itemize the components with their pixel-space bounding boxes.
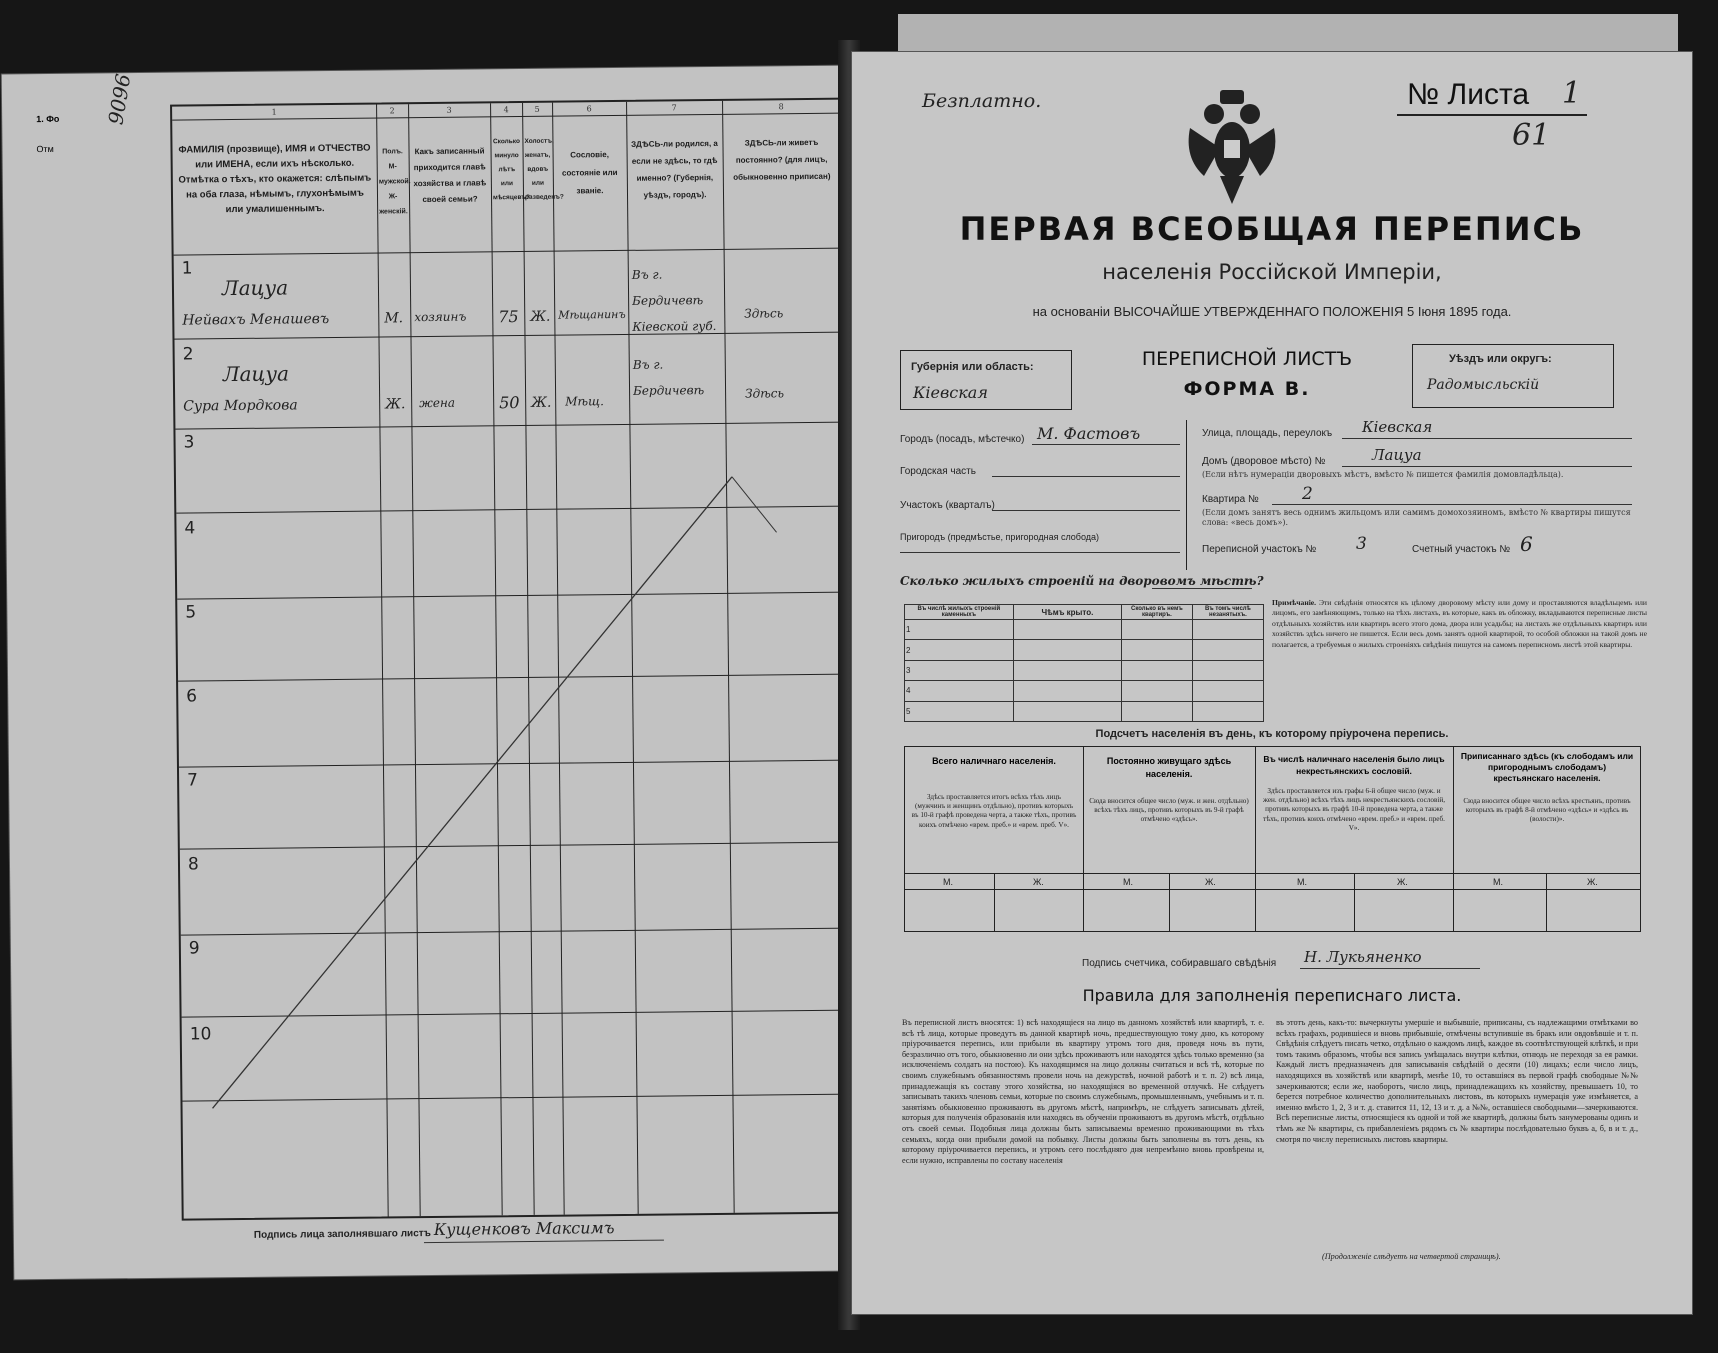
sheet-number-line — [1397, 114, 1587, 116]
field-label: Участокъ (кварталъ) — [900, 500, 995, 511]
census-title: ПЕРВАЯ ВСЕОБЩАЯ ПЕРЕПИСЬ — [959, 210, 1585, 248]
margin-number: 9096 — [103, 72, 136, 127]
apt-value: 2 — [1302, 484, 1313, 504]
free-label: Безплатно. — [922, 90, 1042, 112]
tally-text: Здѣсь проставляется итогъ всѣхъ тѣхъ лицъ (мужчинъ и женщинъ отдѣльно), противъ которыхъ въ 10-й графѣ проведена черта, а также тѣхъ, противъ коихъ отмѣчено «врем. преб.» и «врем. преб. V». — [911, 793, 1077, 829]
tally-head: Всего наличнаго населенія. — [932, 756, 1056, 766]
entry-age: 50 — [499, 393, 520, 413]
tally-table — [904, 746, 1641, 932]
tally-divider — [1354, 873, 1355, 931]
tally-female: Ж. — [1587, 877, 1598, 887]
rules-continued: (Продолженіе слѣдуетъ на четвертой страницѣ). — [1322, 1252, 1501, 1261]
buildings-header: Сколько въ немъ квартиръ. — [1122, 605, 1193, 620]
tally-divider — [1083, 747, 1084, 931]
house-label: Домъ (дворовое мѣсто) № — [1202, 456, 1326, 467]
tally-head: Въ числѣ наличнаго населенія было лицъ некрестьянскихъ сословій. — [1263, 754, 1445, 776]
buildings-table — [904, 604, 1264, 722]
row-number: 9 — [188, 938, 200, 959]
header-relation: Какъ записанный приходится главѣ хозяйства и главѣ своей семьи? — [413, 146, 487, 205]
buildings-row-number: 5 — [905, 701, 1014, 721]
row-number: 5 — [185, 602, 197, 623]
header-estate: Сословіе, состояніе или званіе. — [561, 150, 618, 196]
address-divider — [1186, 420, 1187, 570]
field-line — [1152, 588, 1252, 589]
column-number: 7 — [671, 103, 677, 113]
tally-male: М. — [1123, 877, 1133, 887]
column-number: 1 — [271, 107, 277, 117]
note-text: Эти свѣдѣнія относятся къ цѣлому дворовому мѣсту или дому и проставляются владѣльцемъ или лицомъ, его замѣняющимъ, только на тѣхъ листахъ, въ которые, какъ въ обложку, вкладываются переписные листы отдѣльныхъ хозяйствъ или квартиръ всего этого дома, двора или усадьбы; на листахъ же отдѣльныхъ квартиръ или хозяйствъ здѣсь ничего не пишется. Если весь домъ занятъ одной квартирой, то особой обложки на такой домъ не полагается, а требуемыя о жилыхъ строеніяхъ свѣдѣнія пишутся на самомъ переписномъ листѣ этой квартиры. — [1272, 598, 1647, 649]
column-number: 5 — [534, 104, 540, 114]
entry-surname: Лацуа — [221, 275, 289, 301]
rules-left-text: Въ переписной листъ вносятся: 1) всѣ находящіеся на лицо въ данномъ хозяйствѣ или квартирѣ, т. е. всѣ тѣ лица, которые проведутъ въ данной квартирѣ ночь, предшествующую тому дню, къ которому пріурочивается перепись, или прибыли въ квартиру утромъ того дня, проведя ночь въ пути, безразлично отъ того, обыкновенно ли они здѣсь проживаютъ или находятся здѣсь только временно (за исключеніемъ солдатъ на постою). Къ находящимся на лицо должны считаться и всѣ тѣ, которые по своимъ служебнымъ обязанностямъ провели ночь на дежурствѣ, ночной работѣ и т. п. 2) всѣ лица, принадлежащія къ составу этого хозяйства, но находящіяся во временной отлучкѣ. Не слѣдуетъ записывать такихъ членовъ семьи, которые по своимъ служебнымъ, промышленнымъ, учебнымъ и т. п. занятіямъ обыкновенно проживаютъ въ другомъ мѣстѣ, напримѣръ, не слѣдуетъ записывать дѣтей, которыя для полученія образованія или находясь въ обученіи проживаютъ въ другомъ мѣстѣ, отдѣльно отъ своей семьи. Подобныя лица должны быть записываемы временно проживающими въ тѣхъ семьяхъ, когда они прибыли домой на побывку. Листы должны быть заполнены въ тотъ день, къ которому пріурочивается перепись, и утромъ сего послѣдняго дня непремѣнно вновь провѣрены и, если нужно, исправлены по составу населенія — [902, 1018, 1264, 1165]
entry-birthplace: Въ г. Бердичевѣ — [632, 357, 705, 398]
tally-divider — [1453, 747, 1454, 931]
row-number: 8 — [187, 854, 199, 875]
field-line — [900, 552, 1180, 553]
column-number: 8 — [778, 102, 784, 112]
district-box — [1412, 344, 1614, 408]
field-line — [992, 510, 1180, 511]
census-table — [170, 98, 854, 1221]
back-sheet — [898, 14, 1678, 54]
signature-label: Подпись лица заполнявшаго листъ — [253, 1228, 431, 1241]
left-strip-label: 1. Фо — [36, 113, 60, 125]
column-number: 4 — [503, 105, 509, 115]
row-number: 7 — [187, 770, 199, 791]
tally-male: М. — [943, 877, 953, 887]
column-number: 3 — [446, 105, 452, 115]
census-section-value: 3 — [1356, 534, 1367, 554]
entry-relation: хозяинъ — [414, 309, 467, 325]
entry-marital: Ж. — [530, 308, 551, 325]
field-label: Пригородъ (предмѣстье, пригородная слобода) — [900, 532, 1100, 542]
entry-estate: Мѣщ. — [565, 394, 604, 409]
form-name: ФОРМА В. — [1183, 378, 1311, 400]
tally-head: Постоянно живущаго здѣсь населенія. — [1106, 756, 1232, 779]
count-section-label: Счетный участокъ № — [1412, 544, 1511, 555]
tally-divider — [994, 873, 995, 931]
counter-signature-label: Подпись счетчика, собиравшаго свѣдѣнія — [1082, 958, 1277, 969]
row-number: 2 — [182, 344, 194, 365]
tally-divider — [905, 889, 1640, 890]
header-residence: ЗДѢСЬ-ли живетъ постоянно? (для лицъ, обыкновенно приписан) — [733, 137, 831, 182]
rules-title: Правила для заполненія переписнаго листа. — [1082, 986, 1462, 1005]
rules-right-text: въ этотъ день, какъ-то: вычеркнуты умершіе и выбывшіе, приписаны, съ надлежащими отмѣтками во всѣхъ графахъ, родившіеся и вновь прибывшіе, отмѣчены вступившіе въ бракъ или овдовѣвшіе и т. п. Свѣдѣнія слѣдуетъ писать четко, отдѣльно о каждомъ лицѣ, каждое въ соотвѣтствующей клѣткѣ, и при томъ такимъ образомъ, чтобы вся запись умѣщалась внутри клѣтки, отнюдь не переходя за ея рамки. Каждый листъ предназначенъ для записыванія свѣдѣній о десяти (10) лицахъ; если число лицъ, находящихся въ хозяйствѣ или квартирѣ, менѣе 10, то оставшіяся въ первой графѣ свободные №№ зачеркиваются; если же, наоборотъ, число лицъ, принадлежащихъ къ хозяйству, превышаетъ 10, то берется потребное количество дополнительныхъ листовъ, въ которыхъ нумерація уже измѣняется, а именно вмѣсто 1, 2, 3 и т. д. ставится 11, 12, 13 и т. д. а №№, оставшіеся свободными—зачеркиваются. Всѣ переписные листы, относящіеся къ одной и той же квартирѣ, должны быть занумерованы одинъ и тѣмъ же № квартиры, съ прибавленіемъ рядомъ съ № квартиры послѣдовательно буквъ а, б, в и т. д., смотря по числу переписныхъ листовъ квартиры. — [1276, 1018, 1638, 1144]
entry-sex: Ж. — [385, 396, 406, 413]
row-number: 10 — [189, 1024, 212, 1045]
province-label: Губернія или область: — [911, 361, 1034, 373]
sheet-number-alt: 61 — [1512, 118, 1551, 153]
entry-name: Сура Мордкова — [183, 397, 298, 415]
entry-sex: М. — [384, 310, 404, 327]
sheet-number-label: № Листа — [1407, 78, 1530, 111]
note-title: Примѣчаніе. — [1272, 598, 1317, 607]
town-value: М. Фастовъ — [1037, 424, 1141, 443]
tally-text: Сюда вносится общее число всѣхъ крестьянъ, противъ которыхъ въ графѣ 8-й отмѣчено «здѣсь» и «здѣсь въ (волости)». — [1463, 797, 1631, 824]
buildings-header: Чѣмъ крыто. — [1013, 605, 1121, 620]
entry-residence: Здѣсь — [744, 306, 784, 321]
field-line — [992, 476, 1180, 477]
entry-surname: Лацуа — [222, 361, 290, 387]
imperial-eagle-icon — [1182, 88, 1282, 208]
void-strike-line — [175, 422, 851, 1219]
field-line — [1272, 504, 1632, 505]
province-value: Кіевская — [913, 383, 988, 402]
column-number: 2 — [389, 106, 395, 116]
header-marital: Холостъ, женатъ, вдовъ или разведенъ? — [524, 137, 564, 201]
house-note: (Если нѣтъ нумераціи дворовыхъ мѣстъ, вмѣсто № пишется фамилія домовладѣльца). — [1202, 470, 1564, 479]
entry-residence: Здѣсь — [745, 386, 785, 401]
tally-female: Ж. — [1397, 877, 1408, 887]
header-sex: Полъ. М-мужской. Ж-женскій. — [378, 148, 411, 216]
header-name: ФАМИЛІЯ (прозвище), ИМЯ и ОТЧЕСТВО или ИМЕНА, если ихъ нѣсколько. Отмѣтка о тѣхъ, кто окажется: слѣпымъ на оба глаза, нѣмымъ, глухонѣмымъ или умалишеннымъ. — [178, 142, 372, 216]
buildings-row-number: 3 — [905, 660, 1014, 680]
row-number: 6 — [186, 686, 198, 707]
tally-divider — [905, 873, 1640, 874]
header-birthplace: ЗДѢСЬ-ли родился, а если не здѣсь, то гдѣ именно? (Губернія, уѣздъ, городъ). — [631, 138, 718, 200]
header-age: Сколько минуло лѣтъ или мѣсяцевъ? — [492, 138, 531, 202]
tally-female: Ж. — [1033, 877, 1044, 887]
counter-signature-value: Н. Лукьяненко — [1304, 948, 1422, 966]
apt-note: (Если домъ занятъ весь однимъ жильцомъ или самимъ домохозяиномъ, вмѣсто № квартиры пишутся слова: «весь домъ»). — [1202, 508, 1631, 527]
row-number: 1 — [181, 258, 193, 279]
street-label: Улица, площадь, переулокъ — [1202, 428, 1333, 439]
census-subtitle: населенія Россійской Имперіи, — [1102, 260, 1442, 284]
row-divider — [174, 332, 842, 340]
buildings-row-number: 1 — [905, 620, 1014, 640]
left-strip-label: Отм — [36, 143, 54, 155]
row-number: 3 — [183, 432, 195, 453]
signature-line — [424, 1240, 664, 1244]
field-label: Городская часть — [900, 466, 976, 477]
field-line — [1342, 438, 1632, 439]
buildings-row-number: 2 — [905, 640, 1014, 660]
entry-birthplace: Въ г. Бердичевѣ Кіевской губ. — [631, 267, 717, 334]
tally-female: Ж. — [1205, 877, 1216, 887]
header-divider — [174, 248, 842, 256]
signature-value: Кущенковъ Максимъ — [433, 1218, 615, 1239]
entry-estate: Мѣщанинъ — [558, 307, 626, 322]
house-value: Лацуа — [1372, 446, 1422, 464]
field-line — [1300, 968, 1480, 969]
entry-marital: Ж. — [531, 394, 552, 411]
district-value: Радомысльскій — [1427, 377, 1540, 393]
column-number: 6 — [586, 104, 592, 114]
street-value: Кіевская — [1362, 418, 1433, 436]
left-strip-text — [63, 163, 173, 1164]
sheet-number-value: 1 — [1562, 76, 1582, 111]
tally-male: М. — [1493, 877, 1503, 887]
buildings-header: Въ числѣ жилыхъ строеній каменныхъ — [905, 605, 1014, 620]
tally-divider — [1255, 747, 1256, 931]
field-line — [1032, 444, 1180, 445]
field-line — [1342, 466, 1632, 467]
note-block — [1272, 598, 1647, 650]
tally-text: Здѣсь проставляется изъ графы 6-й общее число (муж. и жен. отдѣльно) всѣхъ тѣхъ лицъ некрестьянскихъ сословій, противъ которыхъ въ графѣ 10-й проведена черта, а также тѣхъ, противъ коихъ отмѣчено «врем. преб.» и «врем. преб. V». — [1262, 787, 1446, 832]
district-label: Уѣздъ или округъ: — [1449, 353, 1552, 365]
form-title: ПЕРЕПИСНОЙ ЛИСТЪ — [1141, 348, 1353, 370]
entry-age: 75 — [498, 307, 519, 327]
entry-name: Нейвахъ Менашевъ — [182, 311, 330, 329]
tally-divider — [1169, 873, 1170, 931]
census-basis: на основаніи ВЫСОЧАЙШЕ УТВЕРЖДЕННАГО ПОЛОЖЕНІЯ 5 Іюня 1895 года. — [1032, 304, 1512, 319]
count-section-value: 6 — [1520, 532, 1533, 556]
buildings-row-number: 4 — [905, 681, 1014, 701]
tally-title: Подсчетъ населенія въ день, къ которому пріурочена перепись. — [1095, 728, 1449, 740]
buildings-question: Сколько жилыхъ строеній на дворовомъ мѣстѣ? — [900, 574, 1264, 588]
field-label: Городъ (посадъ, мѣстечко) — [900, 434, 1025, 445]
buildings-header: Въ томъ числѣ незанятыхъ. — [1192, 605, 1263, 620]
tally-male: М. — [1297, 877, 1307, 887]
census-section-label: Переписной участокъ № — [1202, 544, 1317, 555]
left-page — [2, 66, 857, 1280]
row-number: 4 — [184, 518, 196, 539]
right-page — [852, 52, 1692, 1314]
tally-text: Сюда вносится общее число (муж. и жен. отдѣльно) всѣхъ тѣхъ лицъ, противъ которыхъ въ 9-й графѣ отмѣчено «здѣсь». — [1089, 797, 1249, 824]
tally-divider — [1546, 873, 1547, 931]
entry-relation: жена — [419, 395, 456, 411]
province-box — [900, 350, 1072, 410]
apt-label: Квартира № — [1202, 494, 1259, 505]
tally-head: Приписаннаго здѣсь (къ слободамъ или пригороднымъ слободамъ) крестьянскаго населенія. — [1460, 751, 1634, 783]
